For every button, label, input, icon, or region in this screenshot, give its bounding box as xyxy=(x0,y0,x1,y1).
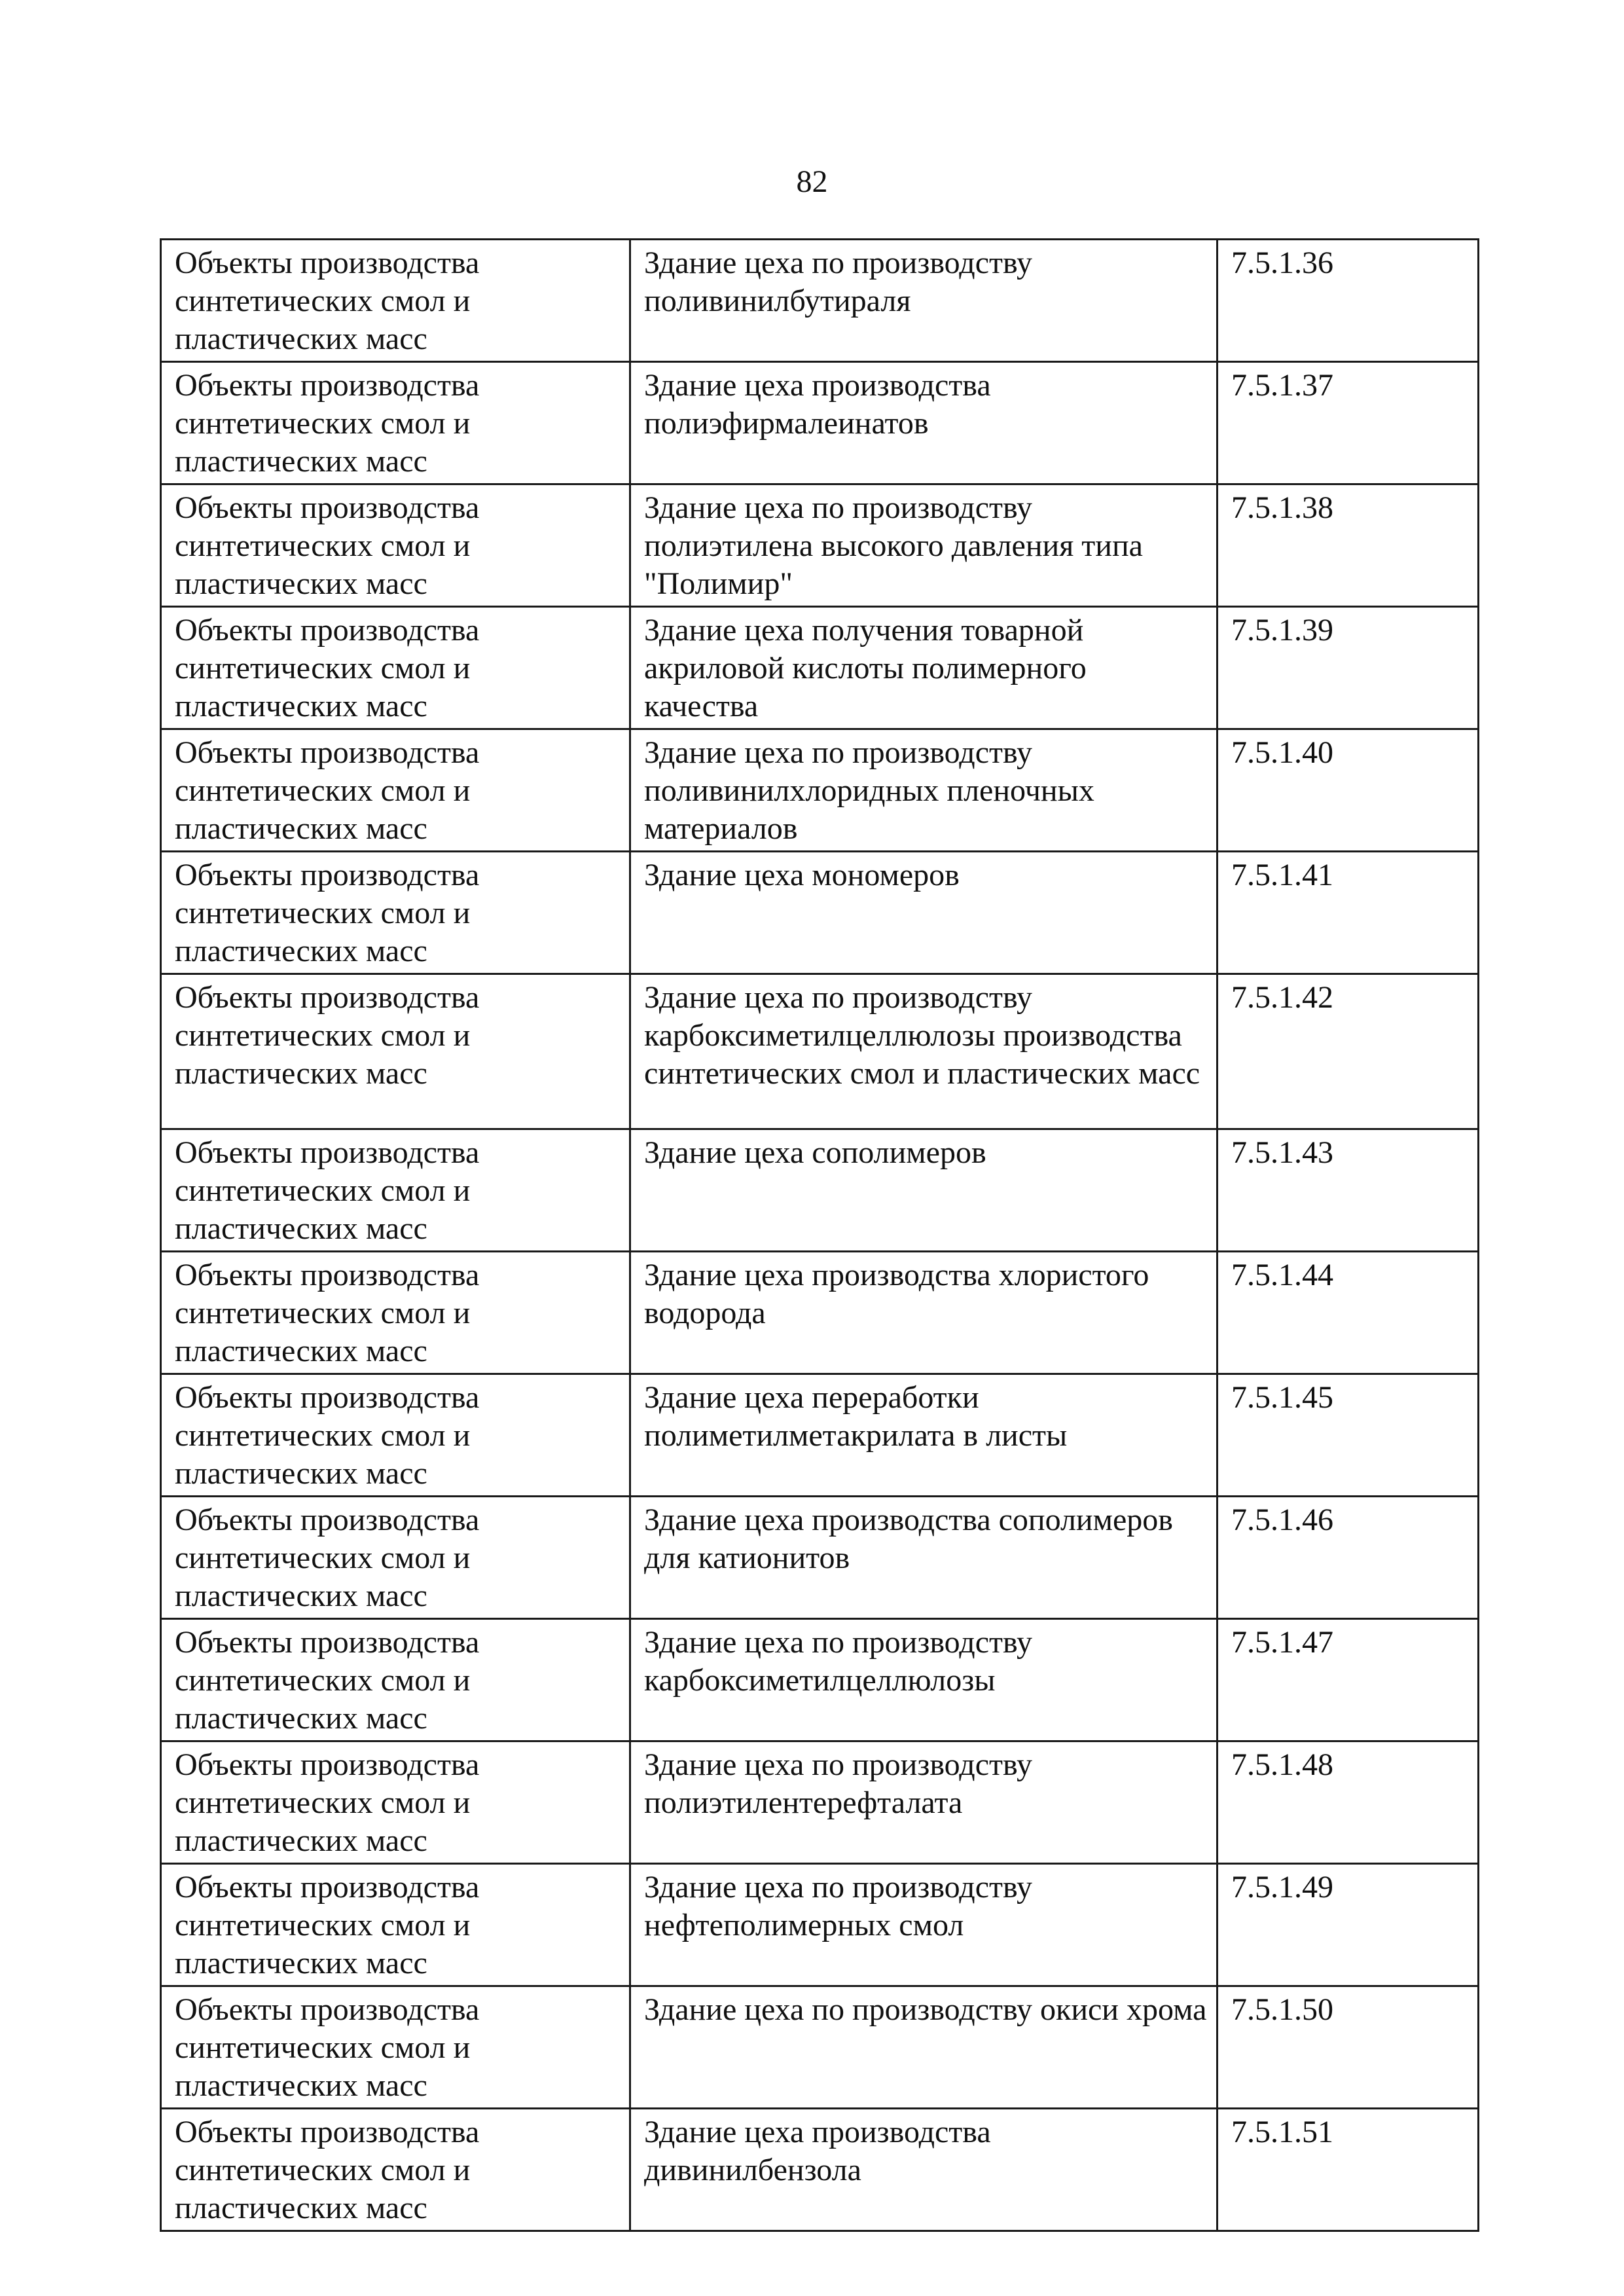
code-cell: 7.5.1.44 xyxy=(1218,1252,1479,1374)
table-row xyxy=(161,1497,1479,1619)
table-row xyxy=(161,974,1479,1129)
category-cell: Объекты производства синтетических смол и пластических масс xyxy=(161,1252,630,1374)
table-row xyxy=(161,1129,1479,1252)
code-cell: 7.5.1.50 xyxy=(1218,1986,1479,2109)
table-row xyxy=(161,484,1479,607)
category-cell: Объекты производства синтетических смол и пластических масс xyxy=(161,2109,630,2231)
building-cell: Здание цеха по производству нефтеполимерных смол xyxy=(630,1864,1218,1986)
table-row xyxy=(161,852,1479,974)
code-cell: 7.5.1.41 xyxy=(1218,852,1479,974)
category-cell: Объекты производства синтетических смол и пластических масс xyxy=(161,729,630,852)
table-row xyxy=(161,362,1479,484)
code-cell: 7.5.1.51 xyxy=(1218,2109,1479,2231)
code-cell: 7.5.1.49 xyxy=(1218,1864,1479,1986)
building-cell: Здание цеха по производству поливинилбутираля xyxy=(630,240,1218,362)
code-cell: 7.5.1.45 xyxy=(1218,1374,1479,1497)
category-cell: Объекты производства синтетических смол и пластических масс xyxy=(161,1374,630,1497)
table-row xyxy=(161,1374,1479,1497)
classification-table xyxy=(160,238,1479,2232)
category-cell: Объекты производства синтетических смол и пластических масс xyxy=(161,362,630,484)
table-row xyxy=(161,1619,1479,1741)
category-cell: Объекты производства синтетических смол и пластических масс xyxy=(161,1864,630,1986)
building-cell: Здание цеха мономеров xyxy=(630,852,1218,974)
building-cell: Здание цеха по производству полиэтилентерефталата xyxy=(630,1741,1218,1864)
table-row xyxy=(161,1741,1479,1864)
code-cell: 7.5.1.39 xyxy=(1218,607,1479,729)
code-cell: 7.5.1.42 xyxy=(1218,974,1479,1129)
building-cell: Здание цеха производства сополимеров для катионитов xyxy=(630,1497,1218,1619)
building-cell: Здание цеха по производству окиси хрома xyxy=(630,1986,1218,2109)
category-cell: Объекты производства синтетических смол и пластических масс xyxy=(161,974,630,1129)
table-row xyxy=(161,240,1479,362)
category-cell: Объекты производства синтетических смол и пластических масс xyxy=(161,1619,630,1741)
building-cell: Здание цеха переработки полиметилметакрилата в листы xyxy=(630,1374,1218,1497)
code-cell: 7.5.1.48 xyxy=(1218,1741,1479,1864)
code-cell: 7.5.1.38 xyxy=(1218,484,1479,607)
code-cell: 7.5.1.36 xyxy=(1218,240,1479,362)
category-cell: Объекты производства синтетических смол и пластических масс xyxy=(161,1741,630,1864)
category-cell: Объекты производства синтетических смол и пластических масс xyxy=(161,607,630,729)
code-cell: 7.5.1.47 xyxy=(1218,1619,1479,1741)
building-cell: Здание цеха получения товарной акриловой кислоты полимерного качества xyxy=(630,607,1218,729)
building-cell: Здание цеха производства полиэфирмалеинатов xyxy=(630,362,1218,484)
building-cell: Здание цеха сополимеров xyxy=(630,1129,1218,1252)
building-cell: Здание цеха по производству поливинилхлоридных пленочных материалов xyxy=(630,729,1218,852)
building-cell: Здание цеха по производству карбоксиметилцеллюлозы производства синтетических смол и пластических масс xyxy=(630,974,1218,1129)
building-cell: Здание цеха по производству полиэтилена высокого давления типа "Полимир" xyxy=(630,484,1218,607)
code-cell: 7.5.1.40 xyxy=(1218,729,1479,852)
category-cell: Объекты производства синтетических смол и пластических масс xyxy=(161,1986,630,2109)
code-cell: 7.5.1.46 xyxy=(1218,1497,1479,1619)
building-cell: Здание цеха производства дивинилбензола xyxy=(630,2109,1218,2231)
category-cell: Объекты производства синтетических смол и пластических масс xyxy=(161,1129,630,1252)
table-row xyxy=(161,729,1479,852)
table-row xyxy=(161,1986,1479,2109)
category-cell: Объекты производства синтетических смол и пластических масс xyxy=(161,852,630,974)
building-cell: Здание цеха производства хлористого водорода xyxy=(630,1252,1218,1374)
table-row xyxy=(161,607,1479,729)
category-cell: Объекты производства синтетических смол и пластических масс xyxy=(161,484,630,607)
page-number: 82 xyxy=(796,164,828,199)
category-cell: Объекты производства синтетических смол и пластических масс xyxy=(161,1497,630,1619)
category-cell: Объекты производства синтетических смол и пластических масс xyxy=(161,240,630,362)
code-cell: 7.5.1.43 xyxy=(1218,1129,1479,1252)
table-row xyxy=(161,2109,1479,2231)
code-cell: 7.5.1.37 xyxy=(1218,362,1479,484)
table-row xyxy=(161,1864,1479,1986)
table-row xyxy=(161,1252,1479,1374)
building-cell: Здание цеха по производству карбоксиметилцеллюлозы xyxy=(630,1619,1218,1741)
